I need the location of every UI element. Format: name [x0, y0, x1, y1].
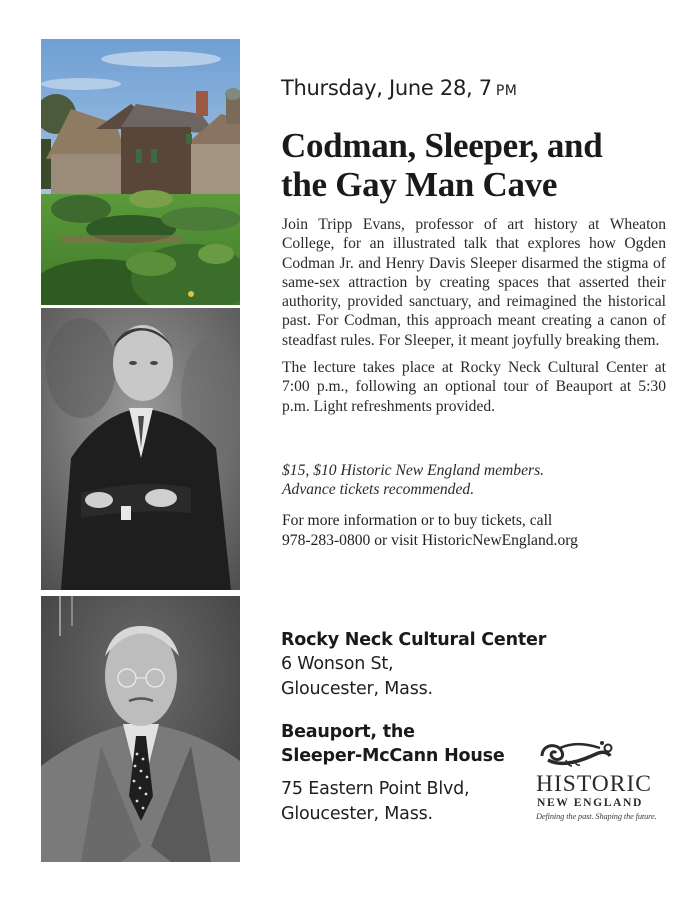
logo-new-england-text: NEW ENGLAND: [537, 796, 643, 809]
event-title-line2: the Gay Man Cave: [281, 165, 558, 204]
venue-rocky-neck-name: Rocky Neck Cultural Center: [281, 630, 547, 650]
logo-historic-text: HISTORIC: [536, 771, 652, 797]
codman-image: [41, 308, 240, 590]
event-title: [281, 126, 681, 204]
event-description: Join Tripp Evans, professor of art history at Wheaton College, for an illustrated talk that explores how Ogden Codman Jr. and Henry Davis Sleeper disarmed the stigma of same-sex attraction by creating spaces that asserted their authority, provided sanctuary, and reimagined the historical past. For Codman, this approach meant creating a canon of steadfast rules. For Sleeper, it meant joyfully breaking them.: [282, 216, 666, 349]
venue-name-line1: Beauport, the: [281, 722, 415, 742]
venue-beauport-address: [281, 777, 469, 827]
venue-address-line1: 6 Wonson St,: [281, 654, 394, 674]
historic-new-england-logo: [528, 738, 668, 823]
codman-portrait: [41, 308, 240, 590]
logo-tagline: Defining the past. Shaping the future.: [536, 812, 657, 821]
venue-name-line2: Sleeper-McCann House: [281, 746, 505, 766]
contact-line1: For more information or to buy tickets, call: [282, 512, 553, 529]
ticket-price: [282, 461, 666, 500]
venue-address-line2: Gloucester, Mass.: [281, 679, 433, 699]
contact-info: [282, 511, 682, 550]
event-date-text: Thursday, June 28, 7: [281, 76, 492, 100]
sleeper-image: [41, 596, 240, 862]
ticket-price-line1: $15, $10 Historic New England members.: [282, 462, 545, 479]
venue-address-line2: Gloucester, Mass.: [281, 804, 433, 824]
venue-rocky-neck-address: [281, 652, 433, 702]
house-photo: [41, 39, 240, 305]
scroll-ornament-icon: [538, 738, 614, 770]
sleeper-portrait: [41, 596, 240, 862]
contact-line2: 978-283-0800 or visit HistoricNewEngland.org: [282, 531, 578, 549]
event-time-suffix: PM: [495, 83, 518, 99]
event-date: [281, 76, 517, 100]
ticket-price-line2: Advance tickets recommended.: [282, 481, 475, 499]
venue-beauport-name: [281, 720, 541, 768]
event-logistics: The lecture takes place at Rocky Neck Cultural Center at 7:00 p.m., following an optional tour of Beauport at 5:30 p.m. Light refreshments provided.: [282, 359, 666, 415]
house-image: [41, 39, 240, 305]
event-title-line1: Codman, Sleeper, and: [281, 126, 603, 165]
venue-address-line1: 75 Eastern Point Blvd,: [281, 779, 470, 799]
